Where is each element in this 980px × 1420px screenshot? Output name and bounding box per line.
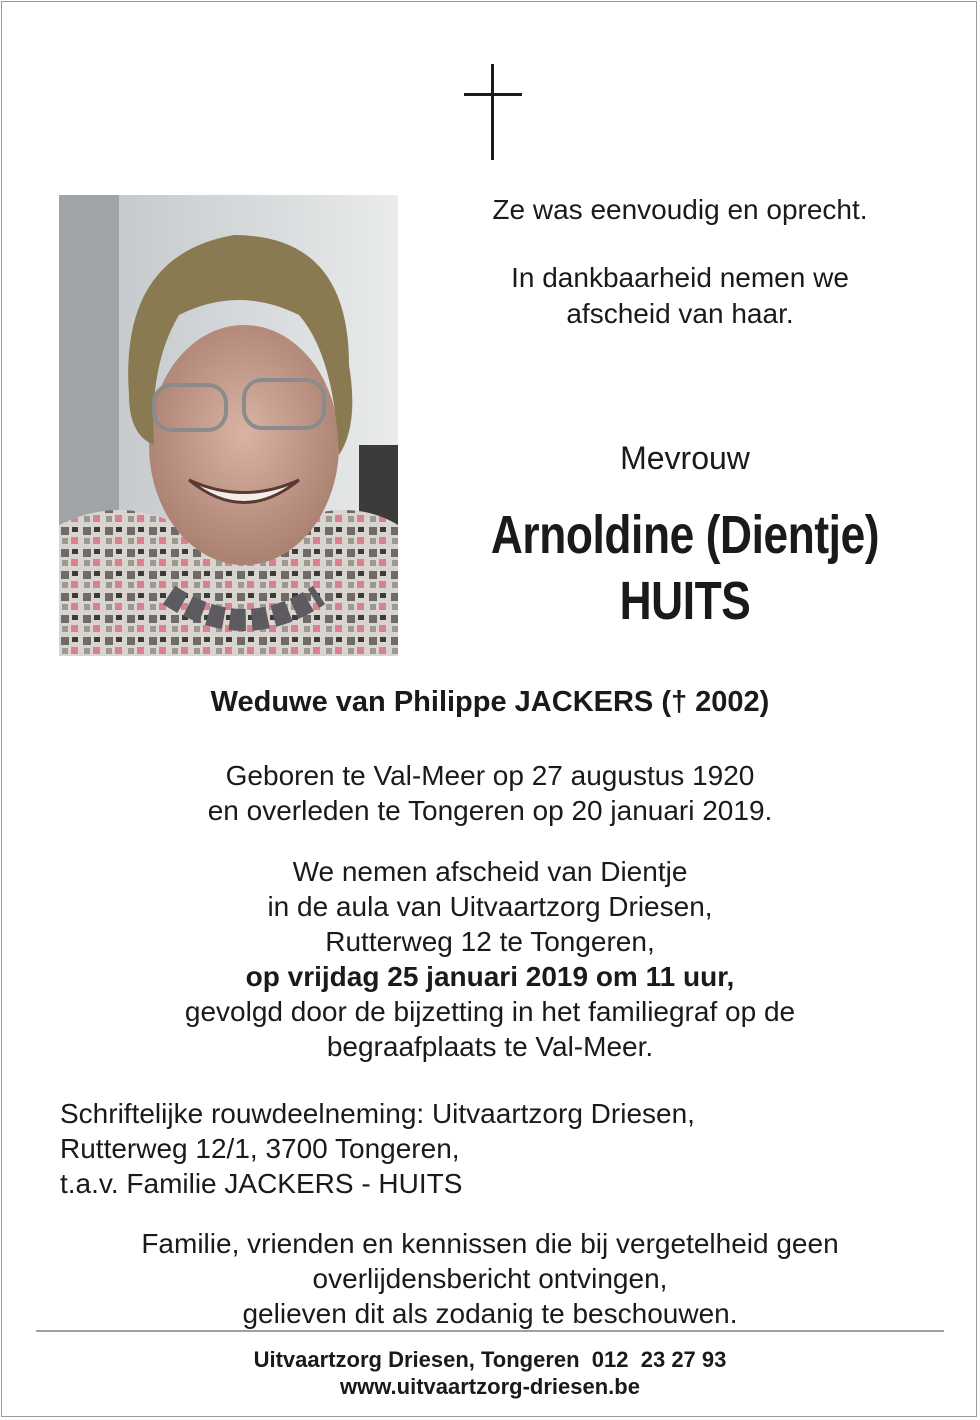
funeral-home-contact: Uitvaartzorg Driesen, Tongeren 012 23 27 93 (253, 1347, 727, 1372)
ceremony-line-6: begraafplaats te Val-Meer. (326, 1031, 654, 1062)
ceremony-line-5: gevolgd door de bijzetting in het familiegraf op de (184, 996, 796, 1027)
birth-death-info (40, 758, 940, 828)
notice-line-1: Familie, vrienden en kennissen die bij vergetelheid geen (141, 1228, 839, 1259)
condolences-info (60, 1096, 695, 1201)
ceremony-line-1: We nemen afscheid van Dientje (292, 856, 688, 887)
condolences-line-3: t.a.v. Familie JACKERS - HUITS (60, 1168, 463, 1199)
motto-lines (440, 260, 920, 332)
deceased-name (460, 502, 911, 634)
ceremony-date: op vrijdag 25 januari 2019 om 11 uur, (245, 961, 735, 992)
footer (40, 1346, 940, 1400)
footer-divider (36, 1330, 944, 1332)
death-line: en overleden te Tongeren op 20 januari 2019. (207, 795, 773, 826)
widow-of: Weduwe van Philippe JACKERS († 2002) (210, 686, 770, 718)
ceremony-info (40, 854, 940, 1064)
website-link[interactable]: www.uitvaartzorg-driesen.be (340, 1374, 640, 1399)
motto-line-3: afscheid van haar. (566, 298, 794, 329)
cross-icon (464, 64, 522, 160)
notice-line-2: overlijdensbericht ontvingen, (312, 1263, 668, 1294)
ceremony-line-2: in de aula van Uitvaartzorg Driesen, (267, 891, 713, 922)
notice-line-3: gelieven dit als zodanig te beschouwen. (242, 1298, 738, 1329)
honorific: Mevrouw (620, 440, 750, 476)
motto-line-2: In dankbaarheid nemen we (511, 262, 849, 293)
condolences-line-2: Rutterweg 12/1, 3700 Tongeren, (60, 1133, 460, 1164)
birth-line: Geboren te Val-Meer op 27 augustus 1920 (225, 760, 755, 791)
ceremony-line-3: Rutterweg 12 te Tongeren, (325, 926, 655, 957)
name-line-2: HUITS (619, 571, 751, 631)
portrait-photo (59, 195, 398, 656)
condolences-line-1: Schriftelijke rouwdeelneming: Uitvaartzorg Driesen, (60, 1098, 695, 1129)
motto-line-1: Ze was eenvoudig en oprecht. (492, 194, 868, 225)
name-line-1: Arnoldine (Dientje) (490, 505, 880, 565)
family-notice (40, 1226, 940, 1331)
